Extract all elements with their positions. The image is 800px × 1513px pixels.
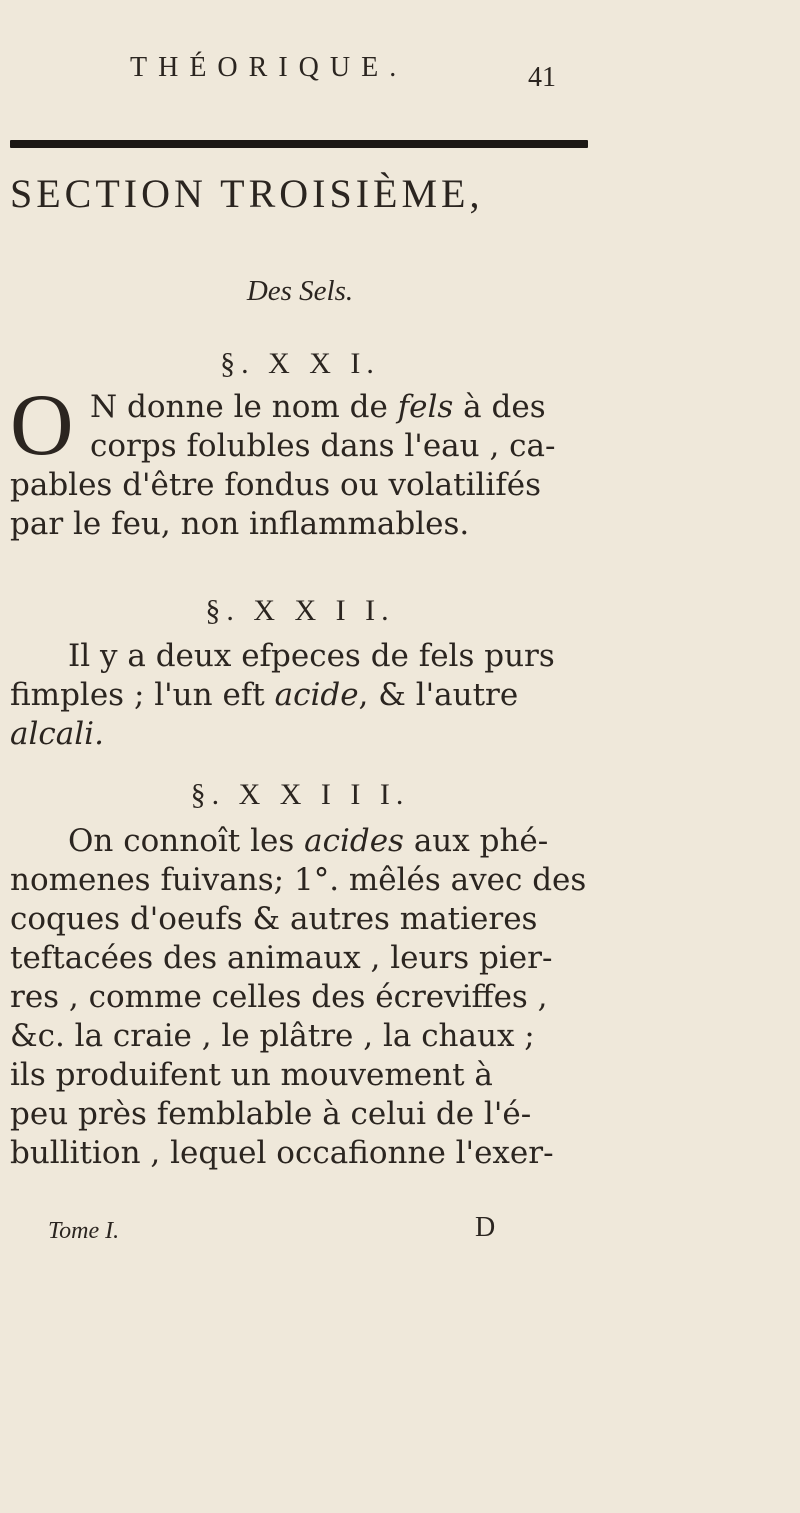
text-segment: , & l'autre bbox=[358, 677, 519, 713]
text-segment: pables d'être fondus ou volatilifés bbox=[10, 467, 542, 503]
text-segment: par le feu, non inflammables. bbox=[10, 506, 470, 542]
paragraph-23 bbox=[10, 822, 600, 1173]
text-segment: bullition , lequel occafionne l'exer- bbox=[10, 1135, 554, 1171]
text-segment: teftacées des animaux , leurs pier- bbox=[10, 940, 553, 976]
paragraph-22-lines bbox=[10, 637, 600, 754]
text-line bbox=[10, 676, 600, 715]
running-head: THÉORIQUE. bbox=[130, 52, 408, 83]
chapter-subtitle: Des Sels. bbox=[246, 275, 354, 307]
paragraph-23-lines bbox=[10, 822, 600, 1173]
text-line bbox=[10, 939, 600, 978]
text-line bbox=[10, 427, 600, 466]
section-marker-21: §. X X I. bbox=[220, 347, 380, 380]
section-marker-23: §. X X I I I. bbox=[190, 778, 410, 811]
signature-mark: D bbox=[475, 1212, 496, 1243]
text-segment: corps folubles dans l'eau , ca- bbox=[90, 428, 556, 464]
text-line bbox=[10, 1095, 600, 1134]
italic-term: alcali. bbox=[10, 716, 104, 752]
text-segment: &c. la craie , le plâtre , la chaux ; bbox=[10, 1018, 535, 1054]
text-line bbox=[10, 388, 600, 427]
text-segment: peu près femblable à celui de l'é- bbox=[10, 1096, 532, 1132]
text-line bbox=[10, 1056, 600, 1095]
text-line bbox=[10, 466, 600, 505]
text-line bbox=[10, 1134, 600, 1173]
text-segment: ils produifent un mouvement à bbox=[10, 1057, 493, 1093]
italic-term: fels bbox=[397, 389, 454, 425]
drop-cap: O bbox=[10, 377, 74, 474]
text-segment: On connoît les bbox=[68, 823, 305, 859]
section-marker-22: §. X X I I. bbox=[205, 594, 395, 627]
text-line bbox=[10, 505, 600, 544]
text-line bbox=[10, 900, 600, 939]
italic-term: acide bbox=[274, 677, 359, 713]
page-number: 41 bbox=[528, 62, 556, 93]
paragraph-22 bbox=[10, 637, 600, 754]
text-line bbox=[10, 822, 600, 861]
decorative-rule bbox=[10, 140, 588, 148]
italic-term: acides bbox=[304, 823, 404, 859]
text-segment: N donne le nom de bbox=[90, 389, 398, 425]
text-segment: res , comme celles des écreviffes , bbox=[10, 979, 548, 1015]
text-segment: nomenes fuivans; 1°. mêlés avec des bbox=[10, 862, 587, 898]
text-segment: fimples ; l'un eft bbox=[10, 677, 275, 713]
text-line bbox=[10, 637, 600, 676]
text-line bbox=[10, 978, 600, 1017]
text-segment: Il y a deux efpeces de fels purs bbox=[68, 638, 555, 674]
text-line bbox=[10, 715, 600, 754]
text-segment: aux phé- bbox=[403, 823, 549, 859]
paragraph-21 bbox=[10, 377, 600, 544]
section-title: SECTION TROISIÈME, bbox=[10, 171, 484, 216]
text-segment: coques d'oeufs & autres matieres bbox=[10, 901, 538, 937]
text-line bbox=[10, 1017, 600, 1056]
text-segment: à des bbox=[453, 389, 546, 425]
text-line bbox=[10, 861, 600, 900]
volume-label: Tome I. bbox=[48, 1218, 120, 1244]
paragraph-21-lines bbox=[10, 388, 600, 544]
